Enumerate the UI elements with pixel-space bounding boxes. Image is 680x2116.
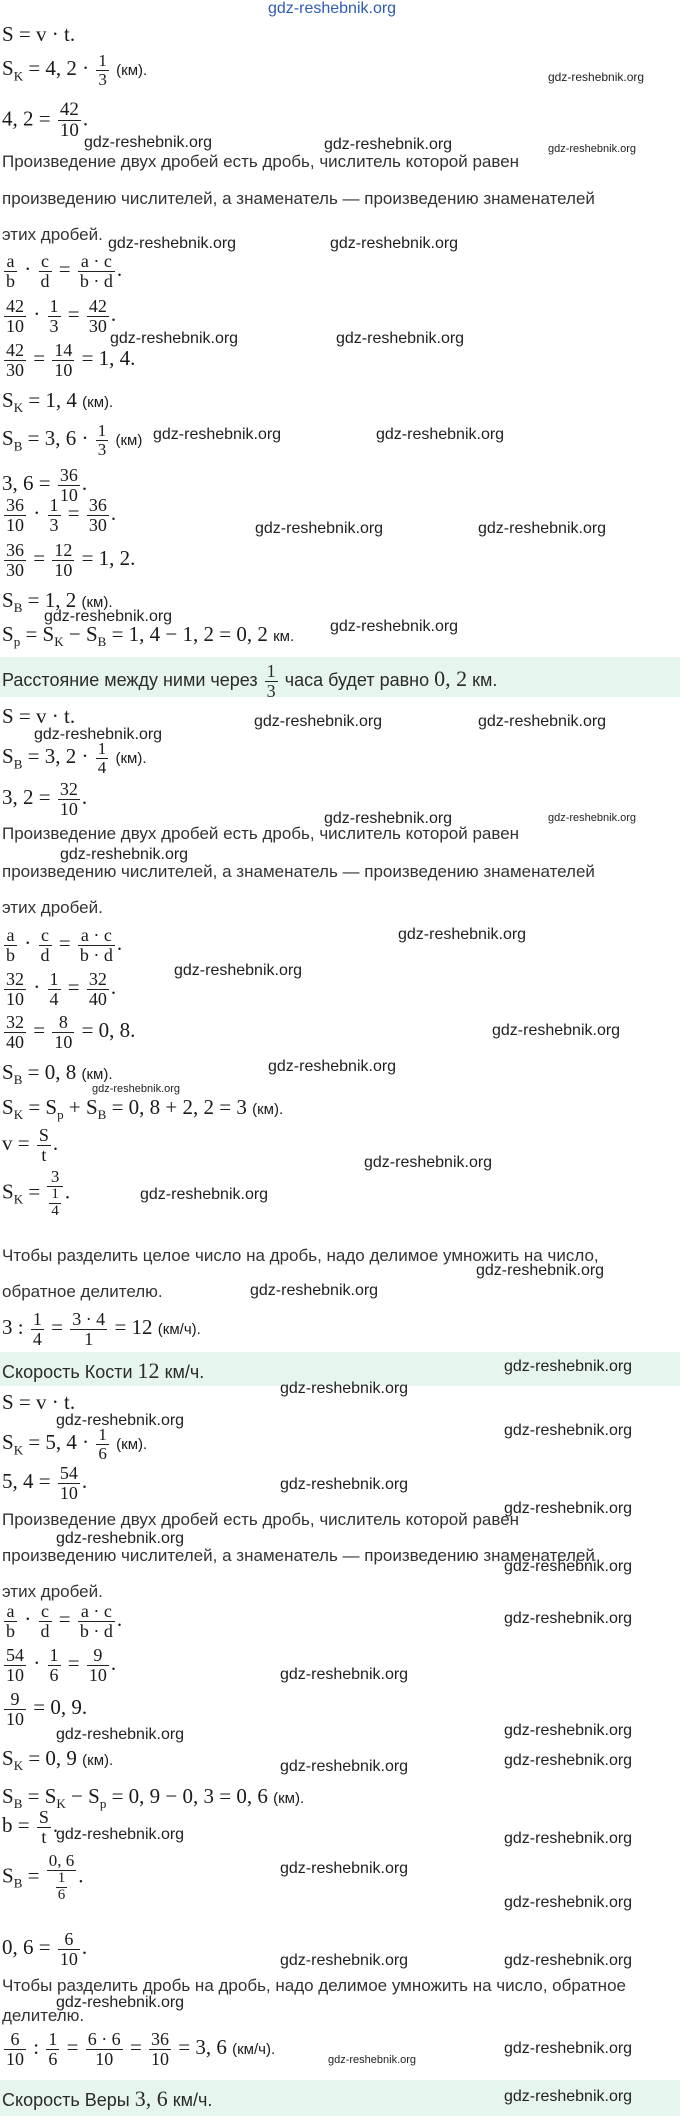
formula-svt-1: S = v · t. [2,22,76,46]
watermark: gdz-reshebnik.org [84,134,213,151]
rule-div-whole-end: обратное делителю. [2,1282,163,1301]
formula-42: 4, 2 = $\frac{42}{10}$ . [2,99,89,141]
rule-product-cont: произведению числителей, а знаменатель — произведению знаменателей [2,189,595,208]
watermark: gdz-reshebnik.org [504,2088,633,2105]
watermark: gdz-reshebnik.org [398,926,527,943]
formula-sk-1: $S_K = 4$, 2 · $\frac{1}{3}$ (км). [2,51,148,89]
watermark: gdz-reshebnik.org [330,235,459,252]
formula-32-mult: $\frac{32}{10}$ · $\frac{1}{4}$ = $\frac{32}{40}$ . [6,969,117,1009]
watermark: gdz-reshebnik.org [504,1610,633,1627]
watermark: gdz-reshebnik.org [250,1282,379,1299]
answer-1: Расстояние между ними через $\frac{1}{3}$ часа будет равно 0, 2 км. [2,661,498,701]
watermark: gdz-reshebnik.org [504,1952,633,1969]
formula-42-mult: $\frac{42}{10}$ · $\frac{1}{3}$ = $\frac{42}{30}$ . [6,296,117,336]
formula-div-3: 3 : $\frac{1}{4}$ = $\frac{3 \cdot 4}{1}$ = 12 (км/ч). [2,1309,201,1349]
watermark: gdz-reshebnik.org [56,1726,185,1743]
rule-product-end-3: этих дробей. [2,1582,103,1601]
watermark: gdz-reshebnik.org [92,1083,181,1095]
rule-div-whole: Чтобы разделить целое число на дробь, надо делимое умножить на число, [2,1246,599,1265]
watermark: gdz-reshebnik.org [330,618,459,635]
watermark: gdz-reshebnik.org [174,962,303,979]
answer-3: Скорость Веры 3, 6 км/ч. [2,2086,213,2111]
watermark: gdz-reshebnik.org [268,1058,397,1075]
formula-36-mult: $\frac{36}{10}$ · $\frac{1}{3}$ = $\frac{36}{30}$ . [6,495,117,535]
formula-general-product-3: $\frac{a}{b}$ · $\frac{c}{d}$ = $\frac{a \cdot c}{b \cdot d}$ . [6,1601,123,1641]
watermark: gdz-reshebnik.org [492,1022,621,1039]
formula-36: 3, 6 = $\frac{36}{10}$ . [2,465,88,505]
rule-product-end-2: этих дробей. [2,898,103,917]
rule-product-3: Произведение двух дробей есть дробь, числитель которой равен [2,1510,520,1529]
watermark: gdz-reshebnik.org [34,726,163,743]
answer-2: Скорость Кости 12 км/ч. [2,1358,205,1383]
formula-36-30: $\frac{36}{30}$ = $\frac{12}{10}$ = 1, 2. [6,540,136,580]
watermark: gdz-reshebnik.org [140,1186,269,1203]
watermark: gdz-reshebnik.org [56,1826,185,1843]
watermark: gdz-reshebnik.org [504,2040,633,2057]
formula-svt-2: S = v · t. [2,704,76,728]
rule-product-2: Произведение двух дробей есть дробь, числитель которой равен [2,824,520,843]
watermark: gdz-reshebnik.org [110,330,239,347]
formula-sb-32: $S_B = 3$, 2 · $\frac{1}{4}$ (км). [2,739,147,777]
watermark: gdz-reshebnik.org [56,1412,185,1429]
watermark: gdz-reshebnik.org [478,713,607,730]
watermark: gdz-reshebnik.org [504,1558,633,1575]
formula-svt-3: S = v · t. [2,1390,76,1414]
watermark: gdz-reshebnik.org [504,1722,633,1739]
watermark: gdz-reshebnik.org [280,1666,409,1683]
rule-product-end: этих дробей. [2,225,103,244]
formula-54: 5, 4 = $\frac{54}{10}$ . [2,1463,88,1503]
watermark: gdz-reshebnik.org [254,713,383,730]
formula-sb-08: $S_B = 0$, 8 (км). [2,1060,113,1088]
watermark: gdz-reshebnik.org [153,426,282,443]
watermark: gdz-reshebnik.org [478,520,607,537]
rule-product: Произведение двух дробей есть дробь, числитель которой равен [2,152,520,171]
watermark: gdz-reshebnik.org [255,520,384,537]
watermark: gdz-reshebnik.org [108,235,237,252]
formula-06: 0, 6 = $\frac{6}{10}$ . [2,1929,88,1969]
formula-general-product-2: $\frac{a}{b}$ · $\frac{c}{d}$ = $\frac{a \cdot c}{b \cdot d}$ . [6,925,123,965]
formula-sk-sum: $S_K = S_p + S_B = 0$, 8 + 2, 2 = 3 (км). [2,1095,284,1123]
formula-54-mult: $\frac{54}{10}$ · $\frac{1}{6}$ = $\frac{9}{10}$ . [6,1645,117,1685]
watermark: gdz-reshebnik.org [504,1830,633,1847]
formula-sk-54: $S_K = 5$, 4 · $\frac{1}{6}$ (км). [2,1425,148,1463]
formula-sb-complex: $S_B$ = $\frac{0, 6}{\frac{1}{6}}$ . [2,1851,84,1903]
watermark: gdz-reshebnik.org [328,2054,417,2066]
rule-product-cont-3: произведению числителей, а знаменатель — произведению знаменателей [2,1546,595,1565]
formula-42-30: $\frac{42}{30}$ = $\frac{14}{10}$ = 1, 4. [6,340,136,380]
formula-v-st: v = $\frac{S}{t}$ . [2,1125,59,1165]
formula-sk-09: $S_K = 0$, 9 (км). [2,1746,114,1774]
watermark: gdz-reshebnik.org [364,1154,493,1171]
rule-product-cont-2: произведению числителей, а знаменатель — произведению знаменателей [2,862,595,881]
formula-sp: $S_p = S_K - S_B = 1$, 4 − 1, 2 = 0, 2 км. [2,622,295,650]
formula-9-10: $\frac{9}{10}$ = 0, 9. [6,1689,88,1729]
formula-sb-36: $S_B = 3$, 6 · $\frac{1}{3}$ (км) [2,421,143,459]
formula-32: 3, 2 = $\frac{32}{10}$ . [2,779,88,819]
watermark: gdz-reshebnik.org [280,1758,409,1775]
formula-sb-sub: $S_B = S_K - S_p = 0$, 9 − 0, 3 = 0, 6 (км). [2,1784,305,1812]
watermark: gdz-reshebnik.org [548,143,637,155]
watermark: gdz-reshebnik.org [280,1380,409,1397]
rule-div-frac: Чтобы разделить дробь на дробь, надо делимое умножить на число, обратное [2,1976,626,1995]
watermark: gdz-reshebnik.org [60,846,189,863]
watermark: gdz-reshebnik.org [504,1358,633,1375]
watermark: gdz-reshebnik.org [56,1994,185,2011]
formula-sk-14: $S_K = 1$, 4 (км). [2,388,114,416]
watermark: gdz-reshebnik.org [476,1262,605,1279]
watermark: gdz-reshebnik.org [504,1500,633,1517]
watermark: gdz-reshebnik.org [504,1894,633,1911]
watermark: gdz-reshebnik.org [504,1752,633,1769]
watermark: gdz-reshebnik.org [548,812,637,824]
watermark: gdz-reshebnik.org [324,136,453,153]
formula-b-st: b = $\frac{S}{t}$ . [2,1807,59,1847]
watermark: gdz-reshebnik.org [44,608,173,625]
top-watermark: gdz-reshebnik.org [268,0,397,17]
watermark: gdz-reshebnik.org [548,70,645,84]
watermark: gdz-reshebnik.org [324,810,453,827]
formula-32-40: $\frac{32}{40}$ = $\frac{8}{10}$ = 0, 8. [6,1012,136,1052]
watermark: gdz-reshebnik.org [504,1422,633,1439]
watermark: gdz-reshebnik.org [376,426,505,443]
formula-general-product: $\frac{a}{b}$ · $\frac{c}{d}$ = $\frac{a \cdot c}{b \cdot d}$ . [6,251,123,291]
watermark: gdz-reshebnik.org [280,1952,409,1969]
watermark: gdz-reshebnik.org [280,1860,409,1877]
watermark: gdz-reshebnik.org [56,1530,185,1547]
formula-sb-12: $S_B = 1$, 2 (км). [2,588,113,616]
watermark: gdz-reshebnik.org [336,330,465,347]
rule-div-frac-end: делителю. [2,2006,85,2025]
formula-div-frac: $\frac{6}{10}$ : $\frac{1}{6}$ = $\frac{6 \cdot 6}{10}$ = $\frac{36}{10}$ = 3, 6 (км/ч). [6,2029,276,2069]
watermark: gdz-reshebnik.org [280,1476,409,1493]
formula-sk-complex: $S_K$ = $\frac{3}{\frac{1}{4}}$ . [2,1167,71,1219]
